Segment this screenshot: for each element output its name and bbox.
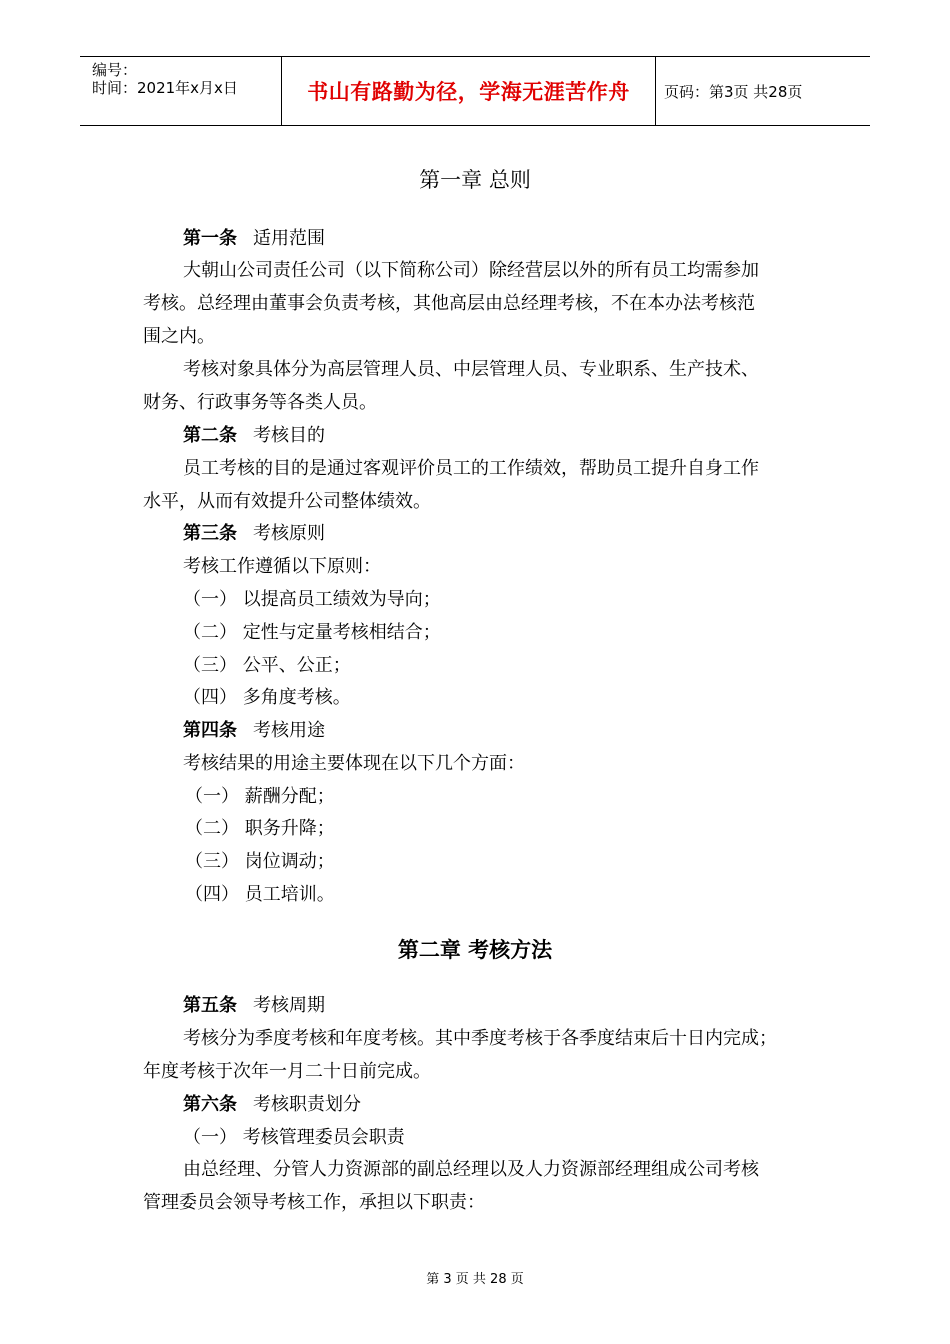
article2-label: 第二条 — [183, 425, 237, 446]
article2-p1-line2: 水平，从而有效提升公司整体绩效。 — [143, 491, 431, 512]
article4-item: （四） 员工培训。 — [185, 884, 335, 905]
article1-p1-line3: 围之内。 — [143, 326, 215, 347]
header-number-label: 编号： — [92, 61, 138, 79]
chapter1-title: 第一章 总则 — [419, 168, 531, 192]
article3-intro: 考核工作遵循以下原则： — [183, 556, 381, 577]
article3-title: 考核原则 — [253, 523, 325, 544]
header-time-label: 时间：2021年x月x日 — [92, 79, 238, 97]
article2-p1-line1: 员工考核的目的是通过客观评价员工的工作绩效，帮助员工提升自身工作 — [183, 458, 759, 479]
article5-heading — [183, 994, 325, 1018]
article4-item: （一） 薪酬分配； — [185, 786, 335, 807]
article1-p1-line1: 大朝山公司责任公司（以下简称公司）除经营层以外的所有员工均需参加 — [183, 260, 759, 281]
article4-title: 考核用途 — [253, 720, 325, 741]
article3-item: （一） 以提高员工绩效为导向； — [183, 589, 441, 610]
article1-title: 适用范围 — [253, 228, 325, 249]
article3-item: （四） 多角度考核。 — [183, 687, 351, 708]
page-footer: 第 3 页 共 28 页 — [426, 1272, 524, 1287]
article1-p2-line1: 考核对象具体分为高层管理人员、中层管理人员、专业职系、生产技术、 — [183, 359, 759, 380]
article3-item: （二） 定性与定量考核相结合； — [183, 622, 441, 643]
page-header — [80, 56, 870, 126]
chapter2-title: 第二章 考核方法 — [397, 938, 553, 962]
article5-label: 第五条 — [183, 995, 237, 1016]
article2-title: 考核目的 — [253, 425, 325, 446]
article5-p1-line1: 考核分为季度考核和年度考核。其中季度考核于各季度结束后十日内完成； — [183, 1028, 777, 1049]
article4-item: （二） 职务升降； — [185, 818, 335, 839]
article2-heading — [183, 424, 325, 448]
article3-label: 第三条 — [183, 523, 237, 544]
article6-sub1: （一） 考核管理委员会职责 — [183, 1127, 405, 1148]
header-meta — [80, 57, 282, 125]
article4-label: 第四条 — [183, 720, 237, 741]
article1-label: 第一条 — [183, 228, 237, 249]
article1-heading — [183, 227, 325, 251]
article5-title: 考核周期 — [253, 995, 325, 1016]
article6-heading — [183, 1093, 361, 1117]
article1-p1-line2: 考核。总经理由董事会负责考核，其他高层由总经理考核，不在本办法考核范 — [143, 293, 755, 314]
article6-p1-line1: 由总经理、分管人力资源部的副总经理以及人力资源部经理组成公司考核 — [183, 1159, 759, 1180]
article4-item: （三） 岗位调动； — [185, 851, 335, 872]
header-motto: 书山有路勤为径，学海无涯苦作舟 — [307, 80, 630, 104]
article6-label: 第六条 — [183, 1094, 237, 1115]
header-page-info: 页码：第3页 共28页 — [664, 82, 803, 101]
article4-heading — [183, 719, 325, 743]
article6-title: 考核职责划分 — [253, 1094, 361, 1115]
article3-heading — [183, 522, 325, 546]
header-motto-cell — [282, 57, 656, 125]
article3-item: （三） 公平、公正； — [183, 655, 351, 676]
article6-p1-line2: 管理委员会领导考核工作，承担以下职责： — [143, 1192, 485, 1213]
article4-intro: 考核结果的用途主要体现在以下几个方面： — [183, 753, 525, 774]
article5-p1-line2: 年度考核于次年一月二十日前完成。 — [143, 1061, 431, 1082]
article1-p2-line2: 财务、行政事务等各类人员。 — [143, 392, 377, 413]
